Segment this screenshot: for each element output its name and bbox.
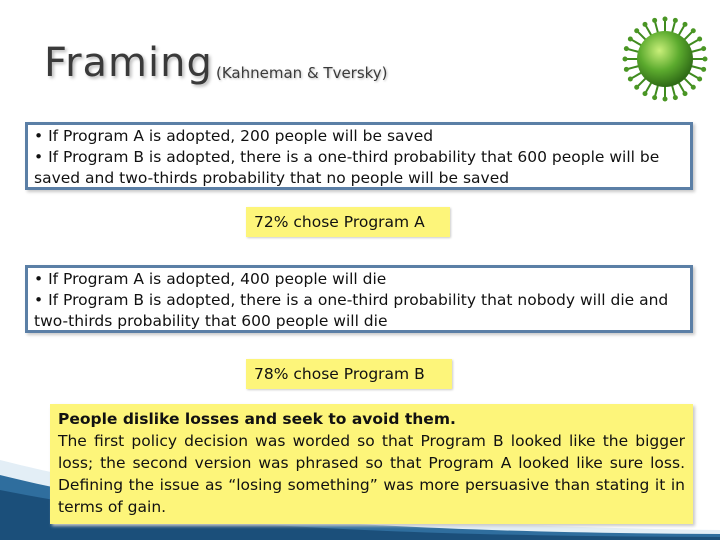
page-subtitle: (Kahneman & Tversky) <box>216 64 388 82</box>
gain-frame-box <box>25 122 693 190</box>
loss-option-a: • If Program A is adopted, 400 people will die <box>34 270 387 288</box>
gain-result-label: 72% chose Program A <box>246 207 450 237</box>
page-title: Framing <box>44 40 213 86</box>
gain-option-b: • If Program B is adopted, there is a one-third probability that 600 people will be saved and two-thirds probability that no people will be saved <box>34 148 660 187</box>
loss-frame-box <box>25 265 693 333</box>
loss-option-b: • If Program B is adopted, there is a one-third probability that nobody will die and two-thirds probability that 600 people will die <box>34 291 669 330</box>
gain-option-a: • If Program A is adopted, 200 people will be saved <box>34 127 434 145</box>
summary-box <box>50 404 693 524</box>
summary-heading: People dislike losses and seek to avoid them. <box>58 410 456 428</box>
loss-result-label: 78% chose Program B <box>246 359 452 389</box>
summary-body: The first policy decision was worded so that Program B looked like the bigger loss; the second version was phrased so that Program A looked like sure loss. Defining the issue as “losing something” was more persuasive than stating it in terms of gain. <box>58 432 685 516</box>
virus-icon <box>620 14 710 104</box>
